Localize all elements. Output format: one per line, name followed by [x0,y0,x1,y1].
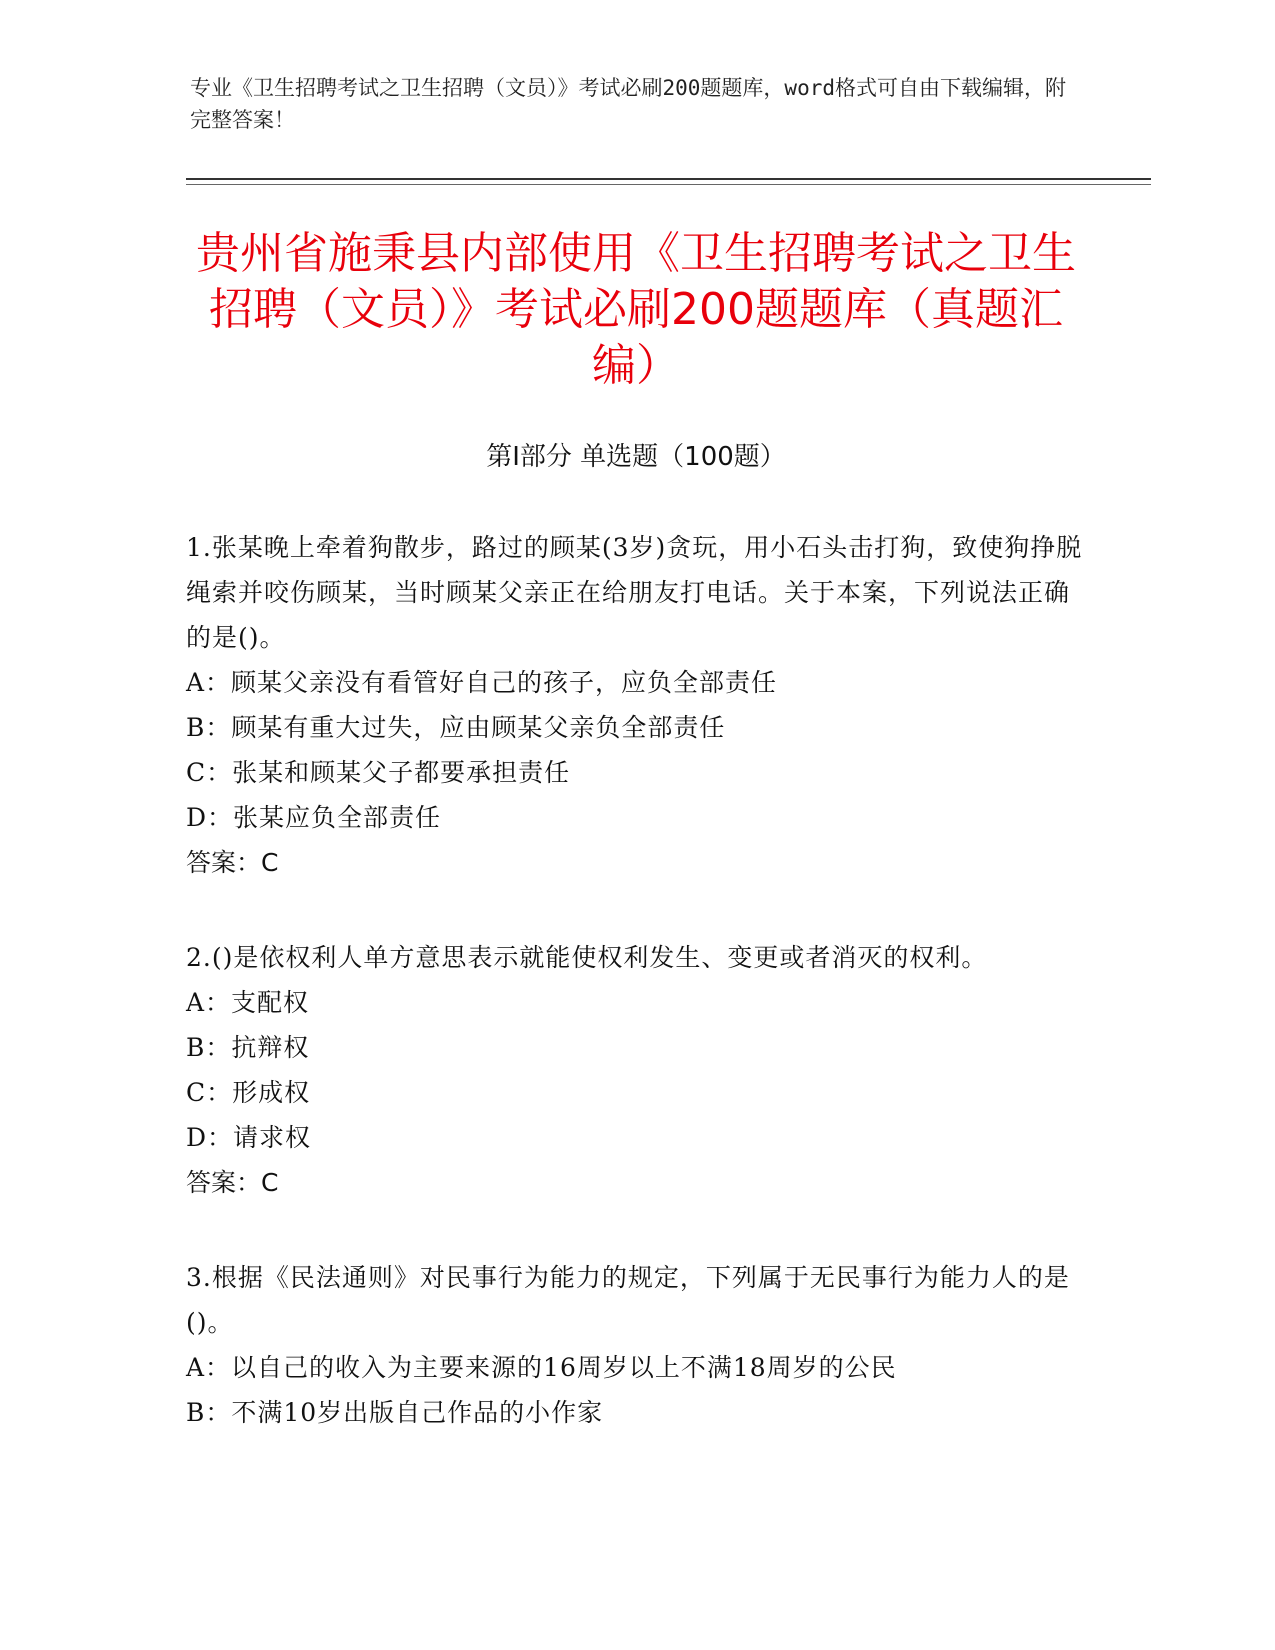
question-stem: 3.根据《民法通则》对民事行为能力的规定，下列属于无民事行为能力人的是()。 [186,1263,1070,1337]
question-stem: 1.张某晚上牵着狗散步，路过的顾某(3岁)贪玩，用小石头击打狗，致使狗挣脱绳索并咬伤顾某，当时顾某父亲正在给朋友打电话。关于本案，下列说法正确的是()。 [186,533,1083,652]
option-a: A：以自己的收入为主要来源的16周岁以上不满18周岁的公民 [186,1353,897,1382]
option-d: D：张某应负全部责任 [186,803,442,832]
question-3 [186,1255,1086,1435]
option-b: B：抗辩权 [186,1033,310,1062]
question-2 [186,935,1086,1205]
header-divider-thin [186,184,1151,185]
question-stem: 2.()是依权利人单方意思表示就能使权利发生、变更或者消灭的权利。 [186,943,988,972]
document-title: 贵州省施秉县内部使用《卫生招聘考试之卫生招聘（文员）》考试必刷200题题库（真题汇编） [196,228,1076,391]
option-b: B：不满10岁出版自己作品的小作家 [186,1398,604,1427]
section-heading: 第I部分 单选题（100题） [486,442,786,472]
option-c: C：形成权 [186,1078,311,1107]
question-1 [186,525,1086,885]
option-c: C：张某和顾某父子都要承担责任 [186,758,571,787]
option-a: A：支配权 [186,988,310,1017]
header-divider [186,178,1151,180]
answer: 答案：C [186,848,279,877]
option-a: A：顾某父亲没有看管好自己的孩子，应负全部责任 [186,668,778,697]
answer: 答案：C [186,1168,279,1197]
option-b: B：顾某有重大过失，应由顾某父亲负全部责任 [186,713,726,742]
header-note: 专业《卫生招聘考试之卫生招聘（文员）》考试必刷200题题库，word格式可自由下载编辑，附完整答案！ [190,76,1066,132]
option-d: D：请求权 [186,1123,312,1152]
question-list [186,525,1086,1485]
